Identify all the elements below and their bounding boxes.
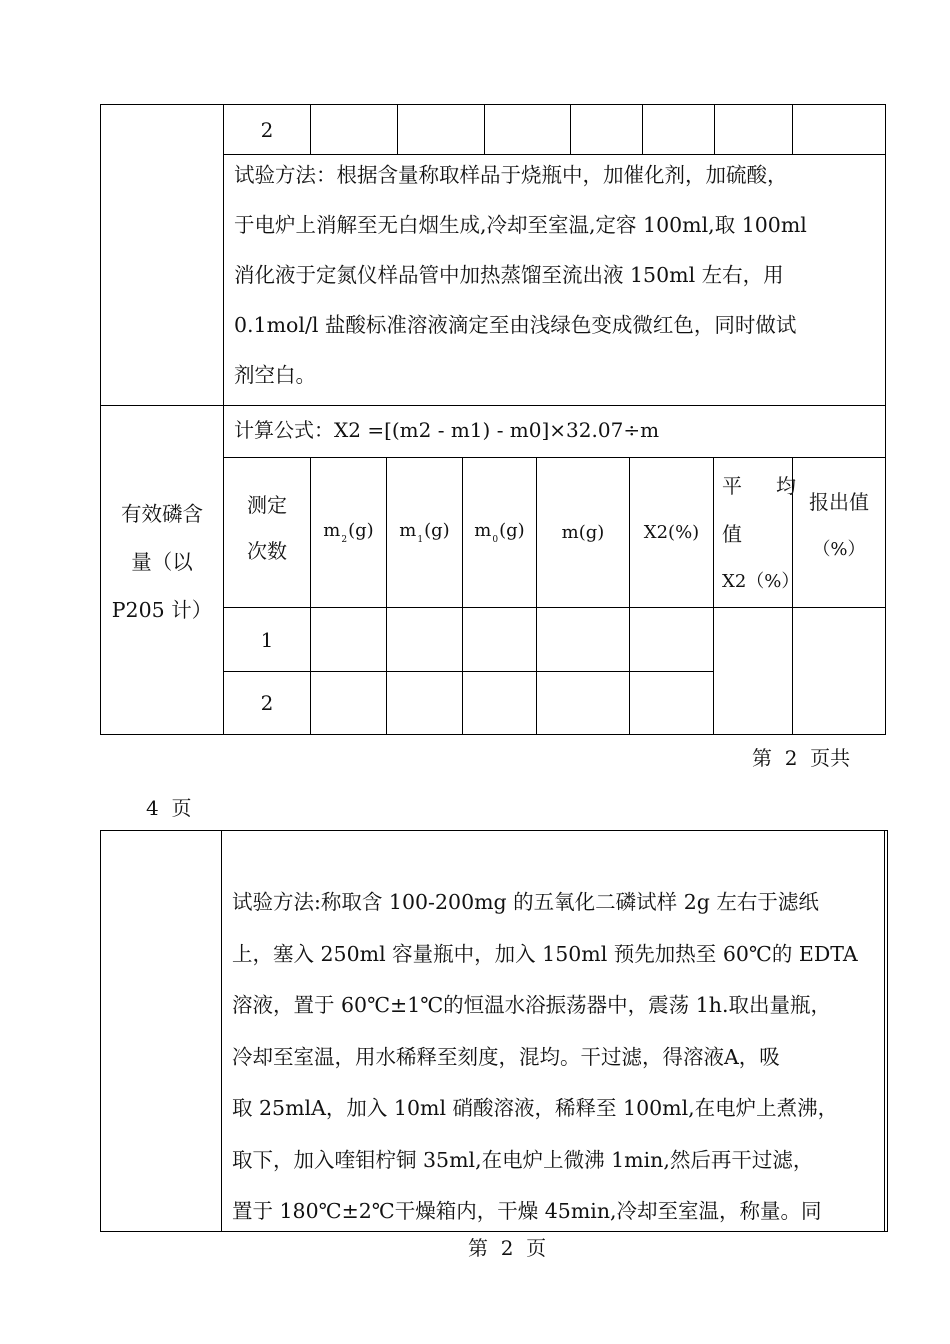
calculation-formula: 计算公式：X2 =[(m2 - m1) - m0]×32.07÷m [234, 418, 660, 442]
header-m2: $m_2(g)$ [323, 520, 374, 545]
header-test-count: 测定 次数 [247, 493, 287, 563]
header-reported-value: 报出值 （%） [809, 490, 869, 560]
test-method-paragraph-2: 试验方法:称取含 100-200mg 的五氧化二磷试样 2g 左右于滤纸 上，塞入 250ml 容量瓶中，加入 150ml 预先加热至 60℃的 EDTA 溶液，置于 60℃±1℃的恒温水浴振荡器中，震荡 1h.取出量瓶， 冷却至室温，用水稀释至刻度，混均。干过滤，得溶液A，吸 取 25mlA，加入 10ml 硝酸溶液，稀释至 100ml,在电炉上煮沸， 取下，加入喹钼柠铜 35ml,在电炉上微沸 1min,然后再干过滤， 置于 180℃±2℃干燥箱内，干燥 45min,冷却至室温，称量。同 [232, 890, 858, 1223]
header-m1: $m_1(g)$ [399, 520, 450, 545]
page-total-text: 4 页 [146, 796, 192, 820]
header-m0: $m_0(g)$ [474, 520, 525, 545]
page-number-text: 第 2 页共 [752, 746, 851, 770]
test-method-paragraph-1: 试验方法：根据含量称取样品于烧瓶中，加催化剂，加硫酸， 于电炉上消解至无白烟生成,冷却至室温,定容 100ml,取 100ml 消化液于定氮仪样品管中加热蒸馏至流出液 150ml 左右，用 0.1mol/l 盐酸标准溶液滴定至由浅绿色变成微红色，同时做试 剂空白。 [234, 163, 807, 387]
page-footer: 第 2 页 [468, 1236, 547, 1260]
header-average: 平 均 值 X2（%） [722, 474, 800, 592]
top-row-index: 2 [260, 117, 274, 142]
row-index-2: 2 [260, 691, 274, 715]
header-m: m(g) [561, 522, 605, 543]
header-x2: X2(%) [643, 522, 700, 543]
row-index-1: 1 [260, 627, 274, 652]
phosphorus-content-label: 有效磷含 量（以 P205 计） [111, 502, 213, 622]
